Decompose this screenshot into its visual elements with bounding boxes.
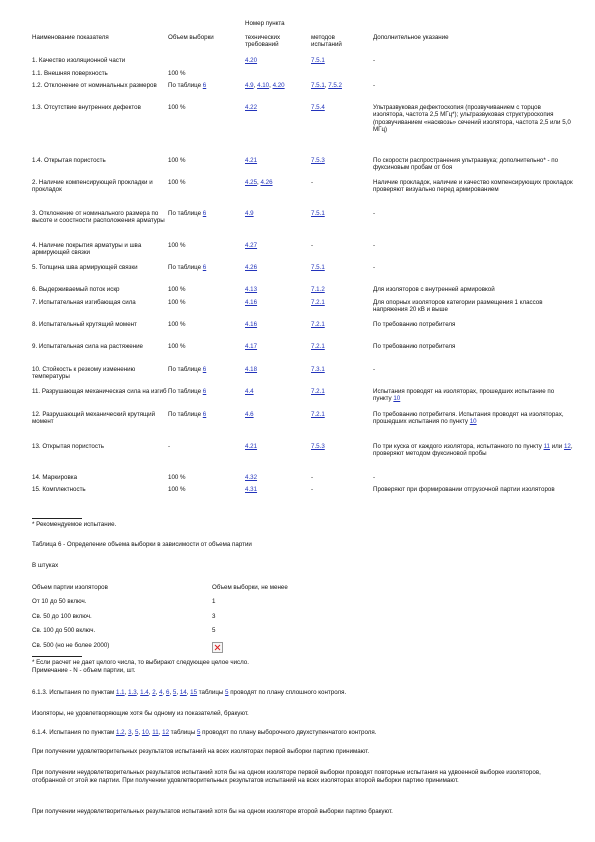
row-sample-volume: 100 % [168,179,186,186]
row-sample-volume: 100 % [168,474,186,481]
item-link[interactable]: 12 [162,729,170,736]
row-sample-volume: 100 % [168,286,186,293]
row-additional-note: Для опорных изоляторов категории размещения 1 классов напряжения 20 кВ и выше [373,299,543,314]
clause-link[interactable]: 4.25 [245,179,258,186]
clause-link[interactable]: 4.20 [245,57,258,64]
row-additional-note: - [373,366,376,373]
row-tech-ref [245,388,305,395]
clause-link[interactable]: 7.5.3 [311,157,325,164]
clause-link[interactable]: 4.22 [245,104,258,111]
footnote-recommended: * Рекомендуемое испытание. [32,521,117,528]
item-link[interactable]: 15 [190,689,198,696]
row-indicator-name: 1.1. Внешняя поверхность [32,70,108,77]
row-method-ref: - [311,242,314,249]
row-method-ref [311,299,369,306]
row-indicator-name: 11. Разрушающая механическая сила на изгиб [32,388,167,395]
clause-link[interactable]: 7.5.1 [311,82,325,89]
clause-link[interactable]: 4.21 [245,157,258,164]
clause-link[interactable]: 4.17 [245,343,258,350]
clause-link[interactable]: 4.31 [245,486,258,493]
table-row [32,627,288,641]
table-link[interactable]: 6 [202,264,207,271]
item-link[interactable]: 1.3 [128,689,137,696]
row-tech-ref [245,264,305,271]
item-link[interactable]: 5 [172,689,177,696]
table6-cell: Св. 500 (но не более 2000) [32,641,110,649]
clause-link[interactable]: 4.9 [245,82,254,89]
row-indicator-name: 15. Комплектность [32,486,86,493]
clause-link[interactable]: 4.21 [245,443,258,450]
row-tech-ref [245,157,305,164]
row-sample-volume: - [168,443,171,450]
clause-link[interactable]: 4.20 [272,82,285,89]
paragraph-reject: Изоляторы, не удовлетворяющие хотя бы одному из показателей, бракуют. [32,710,249,717]
row-additional-note: - [373,57,376,64]
clause-link[interactable]: 4.27 [245,242,258,249]
row-sample-volume: 100 % [168,343,186,350]
item-link[interactable]: 10 [141,729,149,736]
table-link[interactable]: 6 [202,411,207,418]
row-indicator-name: 13. Открытая пористость [32,443,104,450]
item-link[interactable]: 1.2 [116,729,125,736]
row-tech-ref: 4.25, 4.26 [245,179,273,186]
item-link[interactable]: 3 [128,729,132,736]
paragraph-accept: При получении удовлетворительных результатов испытаний на всех изоляторах первой выборки партию принимают. [32,748,370,755]
row-indicator-name: 1.3. Отсутствие внутренних дефектов [32,104,141,111]
row-additional-note: По скорости распространения ультразвука; дополнительно* - по фуксиновым пробам от боя [373,157,559,172]
row-indicator-name: 9. Испытательная сила на растяжение [32,343,144,350]
row-indicator-name: 3. Отклонение от номинального размера по высоте и соостности расположения арматуры [32,210,165,225]
clause-link[interactable]: 4.32 [245,474,258,481]
table-row [32,613,288,627]
row-tech-ref [245,474,305,481]
row-additional-note: По три куска от каждого изолятора, испытанного по пункту 11 или 12, проверяют методом фуксиновой пробы [373,443,573,458]
row-indicator-name: 10. Стойкость к резкому изменению температуры [32,366,136,381]
clause-link[interactable]: 4.6 [245,411,254,418]
table-link[interactable]: 6 [202,366,207,373]
table-link[interactable]: 6 [202,210,207,217]
row-additional-note: - [373,474,376,481]
row-additional-note: - [373,242,376,249]
clause-link[interactable]: 7.5.1 [311,57,325,64]
row-tech-ref [245,343,305,350]
row-sample-volume: 100 % [168,299,186,306]
row-indicator-name: 1.4. Открытая пористость [32,157,106,164]
row-sample-volume: По таблице 6 [168,411,207,418]
table6-head-sample: Объем выборки, не менее [212,584,288,591]
table-link[interactable]: 5 [196,729,201,736]
table6-cell: Св. 50 до 100 включ. [32,612,92,620]
header-volume: Объем выборки [168,34,214,41]
paragraph-6-1-3: 6.1.3. Испытания по пунктам 1.1, 1.3, 1.4, 2, 4, 6, 5, 14, 15 таблицы 5 проводят по плану сплошного контроля. [32,689,347,696]
row-sample-volume: По таблице 6 [168,264,207,271]
row-additional-note: - [373,82,376,89]
table6-title: Таблица 6 - Определение объема выборки в зависимости от объема партии [32,541,252,548]
row-tech-ref [245,286,305,293]
row-method-ref [311,343,369,350]
row-additional-note: По требованию потребителя [373,343,456,350]
row-method-ref: - [311,474,314,481]
row-indicator-name: 8. Испытательный крутящий момент [32,321,137,328]
row-sample-volume: 100 % [168,242,186,249]
row-method-ref [311,264,369,271]
clause-link[interactable]: 7.5.4 [311,104,325,111]
clause-link[interactable]: 4.26 [245,264,258,271]
row-method-ref [311,210,369,217]
row-additional-note: Проверяют при формировании отгрузочной партии изоляторов [373,486,555,493]
table-link[interactable]: 6 [202,388,207,395]
item-link[interactable]: 5 [134,729,139,736]
clause-link[interactable]: 4.13 [245,286,258,293]
row-sample-volume: 100 % [168,70,186,77]
paragraph-repeat: При получении неудовлетворительных результатов испытаний хотя бы на одном изоляторе первой выборки проводят повторные испытания на удвоенной выборке изоляторов, отобранной от этой же партии. При получении удовлетворительных результатов испытаний на всех изоляторах второй выборки партию принимают. [32,769,541,785]
table-row [32,584,288,598]
row-additional-note: Для изоляторов с внутренней армировкой [373,286,495,293]
footnote-rule [32,518,82,519]
row-additional-note: - [373,210,376,217]
clause-link[interactable]: 7.1.2 [311,286,325,293]
header-item-number: Номер пункта [245,20,285,27]
item-link[interactable]: 10 [393,395,401,403]
row-method-ref [311,366,369,373]
sample-size-table [32,584,288,656]
item-link[interactable]: 12 [563,443,571,450]
row-sample-volume: 100 % [168,321,186,328]
clause-link[interactable]: 7.5.3 [311,443,325,450]
clause-link[interactable]: 4.18 [245,366,258,373]
item-link[interactable]: 1.1 [116,689,125,696]
footnote-note: Примечание - N - объем партии, шт. [32,667,136,674]
row-tech-ref [245,210,305,217]
row-tech-ref [245,242,305,249]
table-link[interactable]: 6 [202,82,207,89]
row-tech-ref [245,299,305,306]
clause-link[interactable]: 4.4 [245,388,254,395]
row-sample-volume: 100 % [168,157,186,164]
row-indicator-name: 1. Качество изоляционной части [32,57,126,64]
row-method-ref [311,411,369,418]
item-link[interactable]: 11 [543,443,550,450]
row-indicator-name: 4. Наличие покрытия арматуры и швa армирующей связки [32,242,142,257]
clause-link[interactable]: 7.2.1 [311,343,325,350]
footnote-rule [32,656,82,657]
item-link[interactable]: 11 [152,729,159,736]
header-test-methods: методов испытаний [311,34,342,49]
row-sample-volume: 100 % [168,104,186,111]
row-tech-ref [245,486,305,493]
row-sample-volume: По таблице 6 [168,210,207,217]
clause-link[interactable]: 4.10 [257,82,270,89]
row-indicator-name: 12. Разрушающий механический крутящий момент [32,411,156,426]
row-tech-ref [245,411,305,418]
broken-image-icon [212,642,223,653]
row-sample-volume: По таблице 6 [168,82,207,89]
item-link[interactable]: 4 [159,689,163,696]
paragraph-reject-final: При получении неудовлетворительных результатов испытаний хотя бы на одном изоляторе второй выборки партию бракуют. [32,808,393,815]
item-link[interactable]: 14 [179,689,187,696]
footnote-rounding: * Если расчет не дает целого числа, то выбирают следующее целое число. [32,659,249,666]
row-indicator-name: 14. Маркировка [32,474,78,481]
clause-link[interactable]: 7.2.1 [311,411,325,418]
clause-link[interactable]: 7.2.1 [311,321,325,328]
row-method-ref: - [311,486,314,493]
row-sample-volume: 100 % [168,486,186,493]
table-link[interactable]: 5 [225,689,229,696]
clause-link[interactable]: 7.2.1 [311,388,325,395]
item-link[interactable]: 1.4 [140,689,149,696]
clause-link[interactable]: 7.5.1 [311,264,325,271]
table6-head-lot: Объем партии изоляторов [32,584,108,591]
clause-link[interactable]: 7.5.2 [328,82,342,89]
row-tech-ref [245,443,305,450]
row-indicator-name: 1.2. Отклонение от номинальных размеров [32,82,157,89]
row-method-ref: - [311,179,314,186]
table-row [32,598,288,612]
row-method-ref [311,388,369,395]
clause-link[interactable]: 4.26 [260,179,273,186]
row-additional-note: Наличие прокладок, наличие и качество компенсирующих прокладок проверяют визуально перед армированием [373,179,573,194]
item-link[interactable]: 2 [152,689,156,696]
row-tech-ref [245,57,305,64]
clause-link[interactable]: 7.2.1 [311,299,325,306]
header-name: Наименование показателя [32,34,109,41]
item-link[interactable]: 10 [469,418,477,426]
clause-link[interactable]: 7.3.1 [311,366,325,373]
row-indicator-name: 2. Наличие компенсирующей прокладки и прокладок [32,179,153,194]
row-additional-note: - [373,264,376,271]
row-indicator-name: 5. Толщина шва армирующей связки [32,264,138,271]
row-method-ref [311,443,369,450]
table6-cell: Св. 100 до 500 включ. [32,627,96,635]
row-indicator-name: 6. Выдерживаемый поток искр [32,286,120,293]
row-tech-ref [245,104,305,111]
header-additional-note: Дополнительное указание [373,34,449,41]
row-tech-ref [245,366,305,373]
table6-cell [212,642,288,656]
item-link[interactable]: 6 [166,689,170,696]
row-tech-ref: 4.9, 4.10, 4.20 [245,82,285,89]
header-tech-requirements: технических требований [245,34,281,49]
row-method-ref: 7.5.1, 7.5.2 [311,82,342,89]
row-method-ref [311,57,369,64]
row-method-ref [311,157,369,164]
row-method-ref [311,321,369,328]
table-row [32,642,288,656]
row-method-ref [311,286,369,293]
clause-link[interactable]: 4.9 [245,210,254,217]
table6-cell: 1 [212,598,216,606]
row-sample-volume: По таблице 6 [168,388,207,395]
row-additional-note: По требованию потребителя [373,321,456,328]
row-tech-ref [245,321,305,328]
row-additional-note: Испытания проводят на изоляторах, прошедших испытание по пункту 10 [373,388,555,403]
table6-cell: 5 [212,627,216,635]
paragraph-6-1-4: 6.1.4. Испытания по пунктам 1.2, 3, 5, 10, 11, 12 таблицы 5 проводят по плану выборочного двухступенчатого контроля. [32,729,377,736]
row-additional-note: По требованию потребителя. Испытания проводят на изоляторах, прошедших испытания по пункту 10 [373,411,564,426]
row-sample-volume: По таблице 6 [168,366,207,373]
table6-cell: 3 [212,612,216,620]
table6-cell: От 10 до 50 включ. [32,598,87,606]
clause-link[interactable]: 7.5.1 [311,210,325,217]
row-method-ref [311,104,369,111]
row-indicator-name: 7. Испытательная изгибающая сила [32,299,136,306]
table6-units: В штуках [32,562,59,569]
clause-link[interactable]: 4.16 [245,299,258,306]
row-additional-note: Ультразвуковая дефектоскопия (прозвучиванием с торцов изолятора, частота 2,5 МГц*); ультразвуковая структуроскопия (прозвучиванием «насквозь» сечений изолятора, частота 2,5 или 5,0 МГц) [373,104,571,134]
clause-link[interactable]: 4.16 [245,321,258,328]
